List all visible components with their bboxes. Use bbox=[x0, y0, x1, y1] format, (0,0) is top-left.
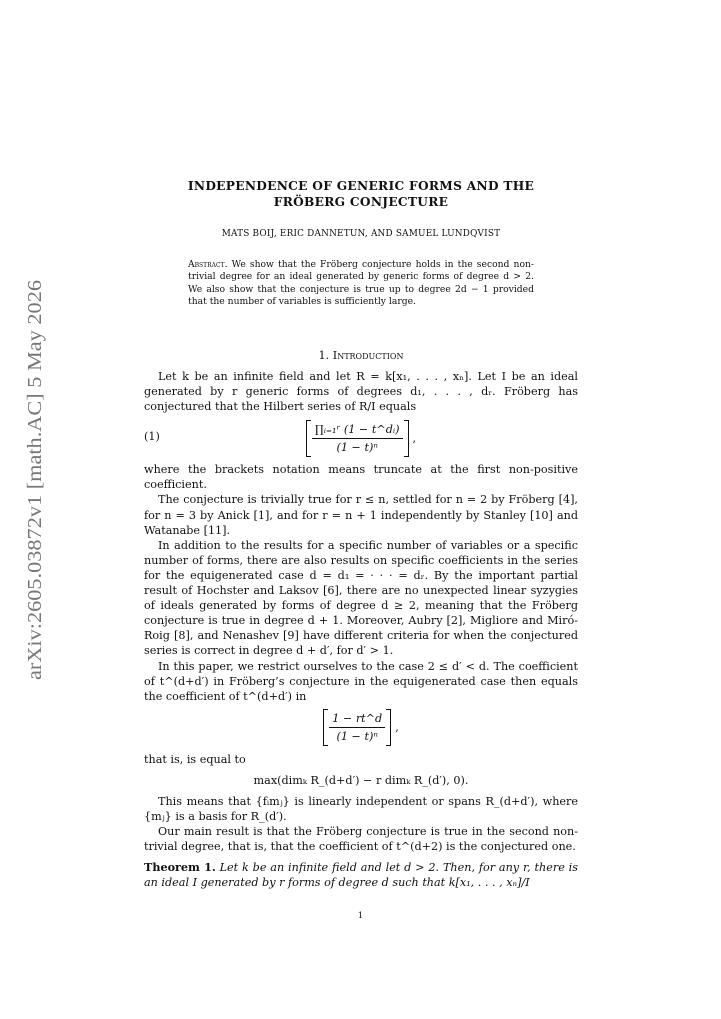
page-number: 1 bbox=[357, 911, 364, 921]
title-line-2: FRÖBERG CONJECTURE bbox=[273, 195, 449, 209]
equation-2-body bbox=[144, 706, 578, 750]
section-title: Introduction bbox=[332, 348, 404, 362]
paragraph-bracket-notation: where the brackets notation means truncate at the first non-positive coefficient. bbox=[144, 463, 578, 492]
section-heading-introduction bbox=[144, 348, 578, 363]
theorem-statement: Let k be an infinite field and let d > 2. Then, for any r, there is an ideal I generated by r forms of degree d such that k[x₁, . . . , xₙ]/I bbox=[144, 861, 578, 890]
paragraph-main-result: Our main result is that the Fröberg conjecture is true in the second non-trivial degree, that is, that the coefficient of t^(d+2) is the conjectured one. bbox=[144, 825, 578, 854]
abstract bbox=[188, 259, 534, 308]
paper-page bbox=[144, 178, 578, 891]
fraction bbox=[312, 422, 403, 455]
fraction bbox=[329, 711, 385, 744]
truncation-bracket bbox=[323, 709, 391, 746]
paragraph-known-cases: The conjecture is trivially true for r ≤ n, settled for n = 2 by Fröberg [4], for n = 3 by Anick [1], and for r = n + 1 independently by Stanley [10] and Watanabe [11]. bbox=[144, 493, 578, 537]
fraction-numerator: 1 − rt^d bbox=[329, 711, 385, 728]
theorem-1 bbox=[144, 860, 578, 890]
arxiv-sidebar-stamp bbox=[19, 275, 49, 685]
paragraph-intro: Let k be an infinite field and let R = k[x₁, . . . , xₙ]. Let I be an ideal generated by r generic forms of degrees d₁, . . . , dᵣ. Fröberg has conjectured that the Hilbert series of R/I equals bbox=[144, 370, 578, 414]
paragraph-this-paper: In this paper, we restrict ourselves to the case 2 ≤ d′ < d. The coefficient of t^(d+d′) in Fröberg’s conjecture in the equigenerated case then equals the coefficient of t^(d+d′) in bbox=[144, 659, 578, 703]
abstract-text: We show that the Fröberg conjecture holds in the second non-trivial degree for an ideal generated by generic forms of degree d > 2. We also show that the conjecture is true up to degree 2d − 1 provided that the number of variables is sufficiently large. bbox=[188, 259, 534, 307]
equation-1 bbox=[144, 416, 578, 460]
paragraph-linear-independence: This means that {fᵢmⱼ} is linearly independent or spans R_(d+d′), where {mⱼ} is a basis for R_(d′). bbox=[144, 794, 578, 824]
equation-1-body bbox=[144, 416, 578, 460]
abstract-label: Abstract. bbox=[188, 259, 228, 271]
paper-title bbox=[144, 178, 578, 210]
section-number: 1. bbox=[318, 348, 330, 362]
theorem-label: Theorem 1. bbox=[144, 860, 216, 875]
arxiv-identifier: arXiv:2605.03872v1 [math.AC] 5 May 2026 bbox=[25, 330, 46, 680]
paragraph-prior-results: In addition to the results for a specific number of variables or a specific number of forms, there are also results on specific coefficients in the series for the equigenerated case d = d₁ = · · · = dᵣ. By the important partial result of Hochster and Laksov [6], there are no unexpected linear syzygies of ideals generated by forms of degree d ≥ 2, meaning that the Fröberg conjecture is true in degree d + 1. Moreover, Aubry [2], Migliore and Miró-Roig [8], and Nenashev [9] have different criteria for when the conjectured series is correct in degree d + d′, for d′ > 1. bbox=[144, 538, 578, 658]
arxiv-stamp-svg bbox=[19, 275, 49, 685]
equation-2 bbox=[144, 706, 578, 750]
fraction-numerator: ∏ᵢ₌₁ʳ (1 − t^dᵢ) bbox=[312, 422, 403, 439]
fraction-denominator: (1 − t)ⁿ bbox=[336, 440, 378, 454]
truncation-bracket bbox=[306, 420, 409, 457]
equation-comma: , bbox=[395, 721, 399, 735]
author-list: MATS BOIJ, ERIC DANNETUN, AND SAMUEL LUNDQVIST bbox=[221, 229, 501, 239]
equation-number: (1) bbox=[144, 430, 160, 444]
equation-comma: , bbox=[412, 431, 417, 445]
equation-3: max(dimₖ R_(d+d′) − r dimₖ R_(d′), 0). bbox=[253, 773, 469, 787]
paragraph-equal-to: that is, is equal to bbox=[144, 752, 246, 766]
fraction-denominator: (1 − t)ⁿ bbox=[336, 730, 378, 744]
title-line-1: INDEPENDENCE OF GENERIC FORMS AND THE bbox=[187, 179, 535, 193]
